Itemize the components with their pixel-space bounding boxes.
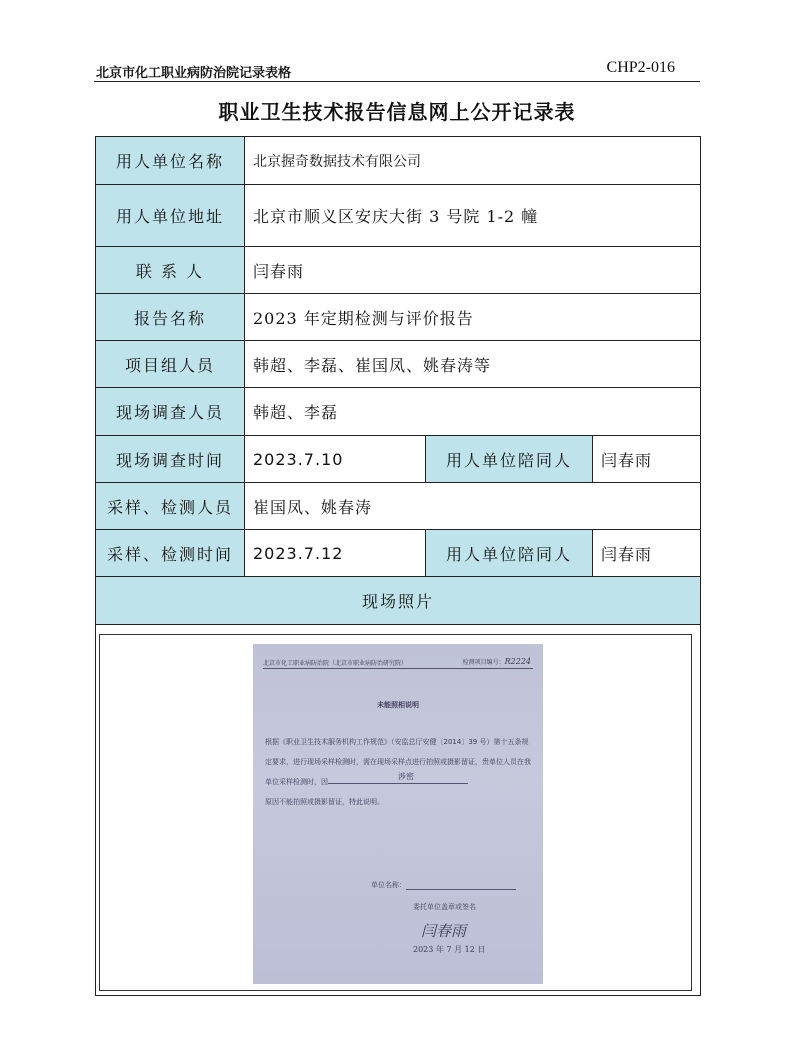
- page-title: 职业卫生技术报告信息网上公开记录表: [218, 100, 576, 124]
- row-survey-time: [96, 436, 701, 483]
- employer-name-value: 北京握奇数据技术有限公司: [245, 137, 701, 185]
- employer-address-label: 用人单位地址: [96, 185, 245, 247]
- sampling-staff-label: 采样、检测人员: [96, 483, 245, 530]
- row-report-name: [96, 294, 701, 341]
- notice-header-org: 北京市化工职业病防治院（北京市职业病防治研究院）: [263, 660, 408, 667]
- sampling-staff-value: 崔国凤、姚春涛: [245, 483, 701, 530]
- photo-heading: 现场照片: [96, 577, 701, 625]
- employer-address-value: 北京市顺义区安庆大街 3 号院 1-2 幢: [245, 185, 701, 247]
- notice-handwritten-reason: 涉密: [398, 772, 414, 781]
- record-form-table: [95, 136, 701, 996]
- notice-unit-name-label: 单位名称：: [371, 881, 406, 889]
- notice-paragraph-1: 根据《职业卫生技术服务机构工作规范》（安监总厅安健〔2014〕39 号）第十五条规定要求，进行现场采样检测时，需在现场采样点进行拍照或摄影留证，贵单位人员在我单位采样检测时，因: [265, 738, 531, 786]
- survey-time-label: 现场调查时间: [96, 436, 245, 483]
- notice-header-number: [463, 657, 531, 666]
- sampling-companion-value: 闫春雨: [593, 530, 701, 577]
- notice-date: 2023 年 7 月 12 日: [413, 945, 486, 954]
- row-project-members: [96, 341, 701, 388]
- notice-body: [265, 732, 531, 812]
- notice-reason-blank: [328, 772, 468, 784]
- row-survey-staff: [96, 388, 701, 436]
- notice-number-label: 检测项目编号：: [462, 659, 505, 666]
- contact-label: 联 系 人: [96, 247, 245, 294]
- row-employer-address: [96, 185, 701, 247]
- org-form-title: 北京市化工职业病防治院记录表格: [96, 66, 292, 81]
- row-photo-heading: [96, 577, 701, 625]
- row-sampling-staff: [96, 483, 701, 530]
- row-sampling-time: [96, 530, 701, 577]
- notice-title: 未能照相说明: [377, 701, 419, 709]
- notice-unit-name: [371, 880, 516, 890]
- survey-staff-value: 韩超、李磊: [245, 388, 701, 436]
- photo-frame: [99, 634, 692, 991]
- photo-cell: [96, 625, 701, 996]
- row-employer-name: [96, 137, 701, 185]
- notice-unit-name-line: [406, 882, 516, 890]
- notice-paragraph-2: 原因不能拍照或摄影留证，特此说明。: [265, 798, 384, 806]
- survey-companion-value: 闫春雨: [593, 436, 701, 483]
- header-divider: [94, 81, 700, 82]
- project-members-label: 项目组人员: [96, 341, 245, 388]
- project-members-value: 韩超、李磊、崔国凤、姚春涛等: [245, 341, 701, 388]
- notice-signature: 闫春雨: [421, 922, 467, 940]
- notice-seal-label: 委托单位盖章或签名: [413, 903, 476, 911]
- sampling-companion-label: 用人单位陪同人: [426, 530, 593, 577]
- row-contact: [96, 247, 701, 294]
- survey-staff-label: 现场调查人员: [96, 388, 245, 436]
- survey-companion-label: 用人单位陪同人: [426, 436, 593, 483]
- notice-number-value: R2224: [504, 657, 531, 666]
- site-photo-notice: [253, 644, 543, 984]
- row-photo: [96, 625, 701, 996]
- notice-header-rule: [263, 668, 533, 669]
- survey-time-value: 2023.7.10: [245, 436, 426, 483]
- employer-name-label: 用人单位名称: [96, 137, 245, 185]
- doc-code: CHP2-016: [606, 59, 675, 76]
- report-name-label: 报告名称: [96, 294, 245, 341]
- sampling-time-label: 采样、检测时间: [96, 530, 245, 577]
- contact-value: 闫春雨: [245, 247, 701, 294]
- report-name-value: 2023 年定期检测与评价报告: [245, 294, 701, 341]
- sampling-time-value: 2023.7.12: [245, 530, 426, 577]
